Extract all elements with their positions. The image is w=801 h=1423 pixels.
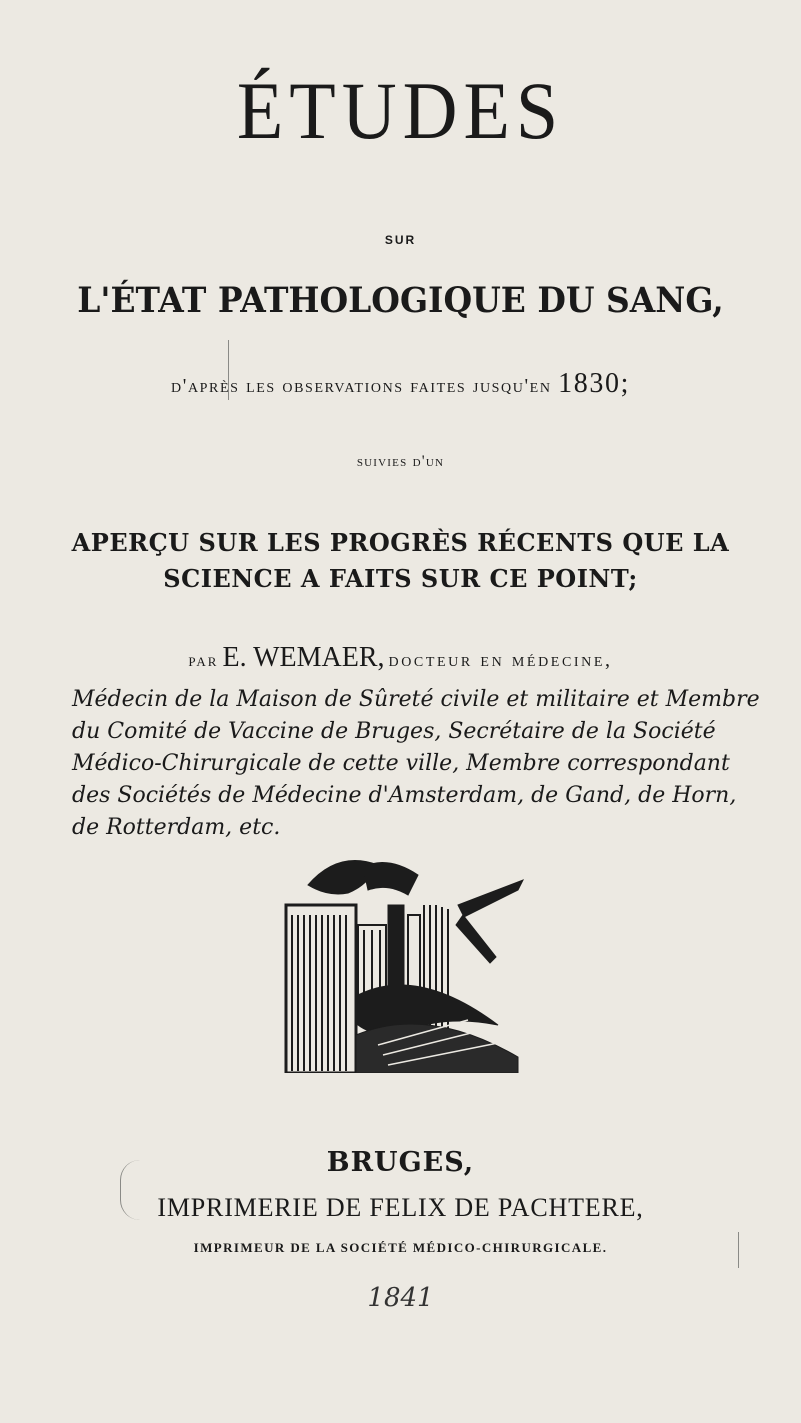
apercu-line-2: SCIENCE A FAITS SUR CE POINT; <box>163 564 638 593</box>
handwritten-year: 1841 <box>367 1283 434 1313</box>
author-line <box>0 642 801 674</box>
bio-line: Médecin de la Maison de Sûreté civile et militaire et Membre <box>72 687 760 712</box>
pencil-mark <box>120 1160 141 1220</box>
bio-line: du Comité de Vaccine de Bruges, Secrétaire de la Société <box>72 719 716 744</box>
pencil-mark <box>228 340 237 400</box>
author-biography <box>72 684 760 844</box>
pencil-mark <box>728 1232 739 1268</box>
bio-line: de Rotterdam, etc. <box>72 815 281 840</box>
subject-title: L'ÉTAT PATHOLOGIQUE DU SANG, <box>77 280 724 321</box>
observations-line <box>0 368 801 400</box>
apercu-line-1: APERÇU SUR LES PROGRÈS RÉCENTS QUE LA <box>71 528 730 557</box>
observations-tail: ; <box>620 368 630 399</box>
imprint-printer-role: IMPRIMEUR DE LA SOCIÉTÉ MÉDICO-CHIRURGICALE. <box>193 1240 608 1255</box>
observations-year: 1830 <box>558 368 621 399</box>
main-title: ÉTUDES <box>236 65 565 157</box>
observations-text: d'après les observations faites jusqu'en <box>171 375 552 397</box>
author-par: par <box>188 650 219 670</box>
bio-line: Médico-Chirurgicale de cette ville, Membre correspondant <box>72 751 730 776</box>
bio-line: des Sociétés de Médecine d'Amsterdam, de Gand, de Horn, <box>72 783 737 808</box>
sur-label: SUR <box>384 233 417 247</box>
suivies-line: suivies d'un <box>356 453 445 470</box>
author-title: docteur en médecine, <box>388 649 613 671</box>
imprint-city: BRUGES, <box>326 1147 475 1178</box>
printer-vignette-icon <box>268 845 528 1073</box>
imprint-printer: IMPRIMERIE DE FELIX DE PACHTERE, <box>157 1193 644 1222</box>
author-name: E. WEMAER, <box>222 642 385 673</box>
